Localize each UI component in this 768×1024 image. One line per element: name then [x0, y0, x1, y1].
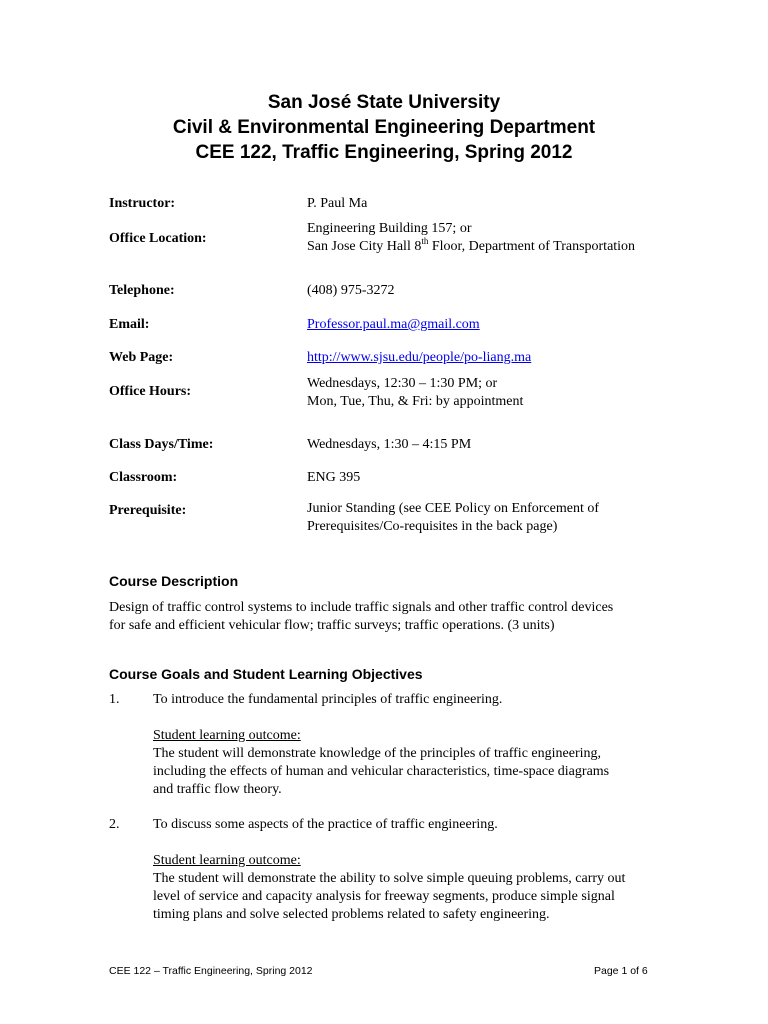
course-description-line1: Design of traffic control systems to include traffic signals and other traffic control devices — [109, 600, 614, 615]
outcome-label-2: Student learning outcome: — [153, 853, 301, 868]
footer-course: CEE 122 – Traffic Engineering, Spring 2012 — [109, 965, 313, 977]
class-time-label: Class Days/Time: — [109, 437, 214, 452]
outcome-line-1-3: and traffic flow theory. — [153, 782, 282, 797]
course-description-line2: for safe and efficient vehicular flow; traffic surveys; traffic operations. (3 units) — [109, 618, 555, 633]
web-page-label: Web Page: — [109, 350, 174, 365]
telephone-value: (408) 975-3272 — [307, 283, 395, 298]
university-name: San José State University — [267, 92, 501, 113]
office-location-line1: Engineering Building 157; or — [307, 221, 472, 236]
email-label: Email: — [109, 317, 150, 332]
outcome-line-2-1: The student will demonstrate the ability to solve simple queuing problems, carry out — [153, 871, 626, 886]
goal-number-1: 1. — [109, 692, 120, 707]
office-location-value — [307, 220, 687, 256]
outcome-line-1-1: The student will demonstrate knowledge of the principles of traffic engineering, — [153, 746, 601, 761]
course-title: CEE 122, Traffic Engineering, Spring 2012 — [195, 142, 573, 163]
outcome-block-2 — [153, 852, 683, 924]
office-location-line2: San Jose City Hall 8th Floor, Department of Transportation — [307, 236, 636, 254]
prerequisite-value — [307, 500, 687, 536]
email-link[interactable]: Professor.paul.ma@gmail.com — [307, 317, 480, 332]
goal-text-2: To discuss some aspects of the practice of traffic engineering. — [153, 817, 498, 832]
course-description-heading: Course Description — [109, 573, 239, 589]
class-time-value: Wednesdays, 1:30 – 4:15 PM — [307, 437, 472, 452]
prerequisite-label: Prerequisite: — [109, 503, 187, 518]
prerequisite-line2: Prerequisites/Co-requisites in the back page) — [307, 519, 558, 534]
outcome-line-1-2: including the effects of human and vehicular characteristics, time-space diagrams — [153, 764, 610, 779]
office-hours-line2: Mon, Tue, Thu, & Fri: by appointment — [307, 394, 524, 409]
instructor-label: Instructor: — [109, 196, 176, 211]
department-name: Civil & Environmental Engineering Department — [172, 117, 596, 138]
telephone-label: Telephone: — [109, 283, 175, 298]
course-goals-heading: Course Goals and Student Learning Objectives — [109, 666, 423, 682]
office-hours-line1: Wednesdays, 12:30 – 1:30 PM; or — [307, 376, 498, 391]
office-location-label: Office Location: — [109, 231, 207, 246]
footer-page-number: Page 1 of 6 — [594, 965, 648, 977]
office-hours-value — [307, 375, 687, 411]
classroom-label: Classroom: — [109, 470, 178, 485]
outcome-line-2-3: timing plans and solve selected problems related to safety engineering. — [153, 907, 550, 922]
goal-text-1: To introduce the fundamental principles of traffic engineering. — [153, 692, 503, 707]
outcome-line-2-2: level of service and capacity analysis for freeway segments, produce simple signal — [153, 889, 615, 904]
outcome-label-1: Student learning outcome: — [153, 728, 301, 743]
course-description-text — [109, 599, 679, 635]
instructor-value: P. Paul Ma — [307, 196, 368, 211]
web-page-link[interactable]: http://www.sjsu.edu/people/po-liang.ma — [307, 350, 532, 365]
office-hours-label: Office Hours: — [109, 384, 192, 399]
outcome-block-1 — [153, 727, 683, 799]
classroom-value: ENG 395 — [307, 470, 361, 485]
goal-number-2: 2. — [109, 817, 120, 832]
prerequisite-line1: Junior Standing (see CEE Policy on Enforcement of — [307, 501, 599, 516]
document-header — [0, 90, 768, 165]
